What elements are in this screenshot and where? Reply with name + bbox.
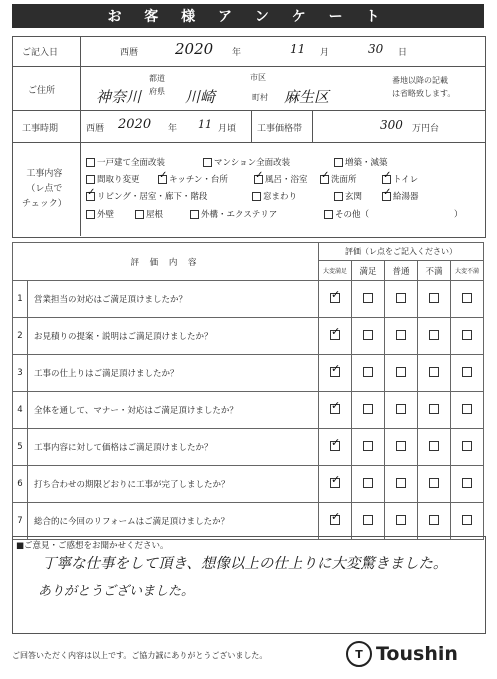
content-option-label: 風呂・浴室 bbox=[265, 175, 308, 185]
rating-checkbox[interactable] bbox=[429, 293, 439, 303]
content-option-label: トイレ bbox=[393, 175, 419, 185]
checkbox[interactable] bbox=[382, 175, 391, 184]
rating-checkbox[interactable] bbox=[429, 330, 439, 340]
rating-checkbox[interactable] bbox=[429, 367, 439, 377]
eval-rating-cell[interactable] bbox=[385, 355, 418, 392]
checkbox[interactable] bbox=[382, 192, 391, 201]
eval-rating-cell[interactable] bbox=[319, 392, 352, 429]
rating-checkbox[interactable] bbox=[330, 293, 340, 303]
address-ward: 麻生区 bbox=[284, 88, 330, 106]
eval-rating-cell[interactable] bbox=[385, 318, 418, 355]
company-logo bbox=[346, 641, 458, 667]
period-era: 西暦 bbox=[86, 124, 105, 134]
eval-row-number: 2 bbox=[13, 318, 28, 355]
divider bbox=[251, 110, 252, 142]
price-label: 工事価格帯 bbox=[257, 124, 303, 134]
eval-rating-cell[interactable] bbox=[418, 429, 451, 466]
rating-checkbox[interactable] bbox=[396, 441, 406, 451]
comment-line-2: ありがとうございました。 bbox=[38, 584, 195, 599]
content-option[interactable] bbox=[334, 156, 388, 168]
divider bbox=[12, 110, 485, 111]
checkbox[interactable] bbox=[86, 210, 95, 219]
rating-checkbox[interactable] bbox=[462, 293, 472, 303]
content-option[interactable] bbox=[334, 190, 362, 202]
checkbox[interactable] bbox=[254, 175, 263, 184]
content-option[interactable] bbox=[135, 208, 163, 220]
eval-question: 工事の仕上りはご満足頂けましたか？ bbox=[28, 355, 319, 392]
eval-rating-cell[interactable] bbox=[385, 503, 418, 540]
content-option-label: 屋根 bbox=[146, 210, 164, 220]
content-option[interactable] bbox=[86, 173, 140, 185]
rating-checkbox[interactable] bbox=[429, 404, 439, 414]
evaluation-table bbox=[12, 242, 484, 540]
date-year-unit: 年 bbox=[232, 48, 242, 58]
eval-rating-cell[interactable] bbox=[418, 318, 451, 355]
rating-checkbox[interactable] bbox=[363, 515, 373, 525]
eval-rating-cell[interactable] bbox=[352, 429, 385, 466]
checkbox[interactable] bbox=[203, 158, 212, 167]
rating-checkbox[interactable] bbox=[396, 330, 406, 340]
period-label: 工事時期 bbox=[22, 124, 59, 134]
eval-row-number: 4 bbox=[13, 392, 28, 429]
eval-column-header: 満足 bbox=[352, 261, 385, 281]
divider bbox=[312, 110, 313, 142]
eval-row-number: 5 bbox=[13, 429, 28, 466]
eval-rating-cell[interactable] bbox=[418, 466, 451, 503]
content-option[interactable] bbox=[86, 208, 114, 220]
survey-title: お 客 様 ア ン ケ ー ト bbox=[12, 4, 484, 28]
content-label: 工事内容 （レ点で チェック） bbox=[22, 169, 67, 209]
eval-rating-cell[interactable] bbox=[451, 318, 484, 355]
eval-rating-cell[interactable] bbox=[319, 318, 352, 355]
date-label: ご記入日 bbox=[22, 48, 59, 58]
eval-column-header: 不満 bbox=[418, 261, 451, 281]
eval-rating-cell[interactable] bbox=[352, 281, 385, 318]
eval-rating-cell[interactable] bbox=[385, 392, 418, 429]
content-option[interactable] bbox=[382, 190, 419, 202]
date-day-unit: 日 bbox=[398, 48, 408, 58]
rating-checkbox[interactable] bbox=[363, 404, 373, 414]
content-option[interactable] bbox=[254, 173, 308, 185]
address-pref-unit: 都道 府県 bbox=[149, 74, 165, 96]
checkbox[interactable] bbox=[334, 158, 343, 167]
eval-row bbox=[13, 355, 484, 392]
content-option-label: 洗面所 bbox=[331, 175, 357, 185]
eval-row-number: 6 bbox=[13, 466, 28, 503]
eval-question: 打ち合わせの期限どおりに工事が完了しましたか？ bbox=[28, 466, 319, 503]
eval-rating-cell[interactable] bbox=[451, 392, 484, 429]
rating-checkbox[interactable] bbox=[396, 515, 406, 525]
eval-row bbox=[13, 503, 484, 540]
checkbox[interactable] bbox=[86, 175, 95, 184]
period-year-unit: 年 bbox=[168, 124, 178, 134]
rating-checkbox[interactable] bbox=[462, 330, 472, 340]
checkbox[interactable] bbox=[334, 192, 343, 201]
content-option[interactable] bbox=[252, 190, 297, 202]
rating-checkbox[interactable] bbox=[396, 293, 406, 303]
eval-rating-cell[interactable] bbox=[319, 466, 352, 503]
rating-checkbox[interactable] bbox=[429, 441, 439, 451]
rating-checkbox[interactable] bbox=[330, 441, 340, 451]
rating-checkbox[interactable] bbox=[462, 404, 472, 414]
comment-line-1: 丁寧な仕事をして頂き、想像以上の仕上りに大変驚きました。 bbox=[42, 556, 448, 572]
content-option-label: 増築・減築 bbox=[345, 158, 388, 168]
divider bbox=[12, 66, 485, 67]
date-month: 11 bbox=[290, 42, 306, 56]
rating-checkbox[interactable] bbox=[462, 367, 472, 377]
eval-column-header: 大変不満 bbox=[451, 261, 484, 281]
checkbox[interactable] bbox=[324, 210, 333, 219]
eval-rating-cell[interactable] bbox=[451, 466, 484, 503]
eval-rating-cell[interactable] bbox=[352, 466, 385, 503]
eval-row-number: 1 bbox=[13, 281, 28, 318]
content-option-label: 窓まわり bbox=[263, 192, 298, 202]
date-era: 西暦 bbox=[120, 48, 139, 58]
content-option-label: 給湯器 bbox=[393, 192, 419, 202]
eval-rating-cell[interactable] bbox=[352, 318, 385, 355]
eval-row bbox=[13, 392, 484, 429]
eval-row bbox=[13, 318, 484, 355]
eval-question: お見積りの提案・説明はご満足頂けましたか？ bbox=[28, 318, 319, 355]
content-option-label: 一戸建て全面改装 bbox=[97, 158, 166, 168]
date-month-unit: 月 bbox=[320, 48, 330, 58]
rating-checkbox[interactable] bbox=[330, 404, 340, 414]
eval-rating-cell[interactable] bbox=[451, 429, 484, 466]
eval-row bbox=[13, 429, 484, 466]
checkbox[interactable] bbox=[252, 192, 261, 201]
content-option-label: マンション全面改装 bbox=[214, 158, 291, 168]
rating-checkbox[interactable] bbox=[363, 330, 373, 340]
content-option-label: リビング・居室・廊下・階段 bbox=[97, 192, 208, 202]
address-city: 川崎 bbox=[185, 88, 216, 106]
divider bbox=[12, 142, 485, 143]
rating-checkbox[interactable] bbox=[363, 441, 373, 451]
eval-rating-cell[interactable] bbox=[385, 281, 418, 318]
period-month: 11 bbox=[198, 118, 212, 131]
address-note: 番地以降の記載 は省略致します。 bbox=[392, 76, 456, 98]
rating-checkbox[interactable] bbox=[330, 330, 340, 340]
content-option-label: 外構・エクステリア bbox=[201, 210, 278, 220]
eval-column-header: 大変満足 bbox=[319, 261, 352, 281]
eval-rating-cell[interactable] bbox=[418, 281, 451, 318]
rating-checkbox[interactable] bbox=[330, 515, 340, 525]
eval-content-header: 評 価 内 容 bbox=[13, 243, 319, 281]
eval-rating-cell[interactable] bbox=[319, 503, 352, 540]
rating-checkbox[interactable] bbox=[330, 478, 340, 488]
rating-checkbox[interactable] bbox=[429, 515, 439, 525]
content-option-label: 外壁 bbox=[97, 210, 115, 220]
eval-row-number: 7 bbox=[13, 503, 28, 540]
eval-rating-cell[interactable] bbox=[385, 466, 418, 503]
period-year: 2020 bbox=[118, 117, 152, 132]
rating-checkbox[interactable] bbox=[462, 515, 472, 525]
eval-question: 営業担当の対応はご満足頂けましたか？ bbox=[28, 281, 319, 318]
eval-rating-cell[interactable] bbox=[319, 281, 352, 318]
price-unit: 万円台 bbox=[412, 124, 440, 134]
eval-rating-cell[interactable] bbox=[352, 503, 385, 540]
eval-rating-cell[interactable] bbox=[418, 355, 451, 392]
footer-text: ご回答いただく内容は以上です。ご協力誠にありがとうございました。 bbox=[12, 651, 268, 660]
checkbox[interactable] bbox=[86, 192, 95, 201]
date-day: 30 bbox=[368, 42, 384, 56]
comment-label: ■ご意見・ご感想をお聞かせください。 bbox=[16, 541, 169, 551]
eval-question: 総合的に今回のリフォームはご満足頂けましたか？ bbox=[28, 503, 319, 540]
content-option[interactable] bbox=[86, 156, 165, 168]
period-month-unit: 月頃 bbox=[218, 124, 237, 134]
divider bbox=[80, 36, 81, 236]
eval-rating-cell[interactable] bbox=[451, 355, 484, 392]
checkbox[interactable] bbox=[158, 175, 167, 184]
rating-checkbox[interactable] bbox=[330, 367, 340, 377]
content-option[interactable] bbox=[382, 173, 418, 185]
eval-body bbox=[13, 281, 484, 540]
eval-column-header: 普通 bbox=[385, 261, 418, 281]
content-option[interactable] bbox=[320, 173, 357, 185]
checkbox[interactable] bbox=[190, 210, 199, 219]
eval-rating-header: 評価（レ点をご記入ください） bbox=[319, 243, 484, 261]
eval-rating-cell[interactable] bbox=[418, 392, 451, 429]
other-close: ） bbox=[454, 210, 463, 220]
checkbox[interactable] bbox=[86, 158, 95, 167]
date-year: 2020 bbox=[175, 40, 214, 58]
content-option[interactable] bbox=[86, 190, 207, 202]
content-option-label: その他（ bbox=[335, 210, 370, 220]
content-option[interactable] bbox=[158, 173, 228, 185]
rating-checkbox[interactable] bbox=[462, 478, 472, 488]
address-town-unit: 町村 bbox=[252, 93, 268, 102]
eval-rating-cell[interactable] bbox=[352, 355, 385, 392]
rating-checkbox[interactable] bbox=[429, 478, 439, 488]
eval-rating-cell[interactable] bbox=[385, 429, 418, 466]
rating-checkbox[interactable] bbox=[363, 293, 373, 303]
eval-rating-cell[interactable] bbox=[352, 392, 385, 429]
checkbox[interactable] bbox=[135, 210, 144, 219]
eval-row bbox=[13, 466, 484, 503]
rating-checkbox[interactable] bbox=[396, 478, 406, 488]
content-option-label: 玄関 bbox=[345, 192, 363, 202]
eval-rating-cell[interactable] bbox=[319, 429, 352, 466]
address-prefecture: 神奈川 bbox=[96, 88, 142, 106]
address-city-unit: 市区 bbox=[250, 73, 266, 82]
eval-question: 工事内容に対して価格はご満足頂けましたか？ bbox=[28, 429, 319, 466]
rating-checkbox[interactable] bbox=[396, 404, 406, 414]
eval-rating-cell[interactable] bbox=[451, 281, 484, 318]
eval-row bbox=[13, 281, 484, 318]
price-value: 300 bbox=[380, 118, 403, 132]
rating-checkbox[interactable] bbox=[396, 367, 406, 377]
rating-checkbox[interactable] bbox=[462, 441, 472, 451]
address-label: ご住所 bbox=[28, 86, 56, 96]
rating-checkbox[interactable] bbox=[363, 478, 373, 488]
content-option-label: 間取り変更 bbox=[97, 175, 140, 185]
checkbox[interactable] bbox=[320, 175, 329, 184]
content-option[interactable] bbox=[324, 208, 369, 220]
content-option-label: キッチン・台所 bbox=[169, 175, 228, 185]
logo-text: Toushin bbox=[376, 643, 458, 665]
logo-mark-icon: T bbox=[346, 641, 372, 667]
eval-rating-cell[interactable] bbox=[451, 503, 484, 540]
eval-rating-cell[interactable] bbox=[418, 503, 451, 540]
content-option[interactable] bbox=[190, 208, 277, 220]
eval-row-number: 3 bbox=[13, 355, 28, 392]
eval-rating-cell[interactable] bbox=[319, 355, 352, 392]
eval-question: 全体を通して、マナー・対応はご満足頂けましたか？ bbox=[28, 392, 319, 429]
rating-checkbox[interactable] bbox=[363, 367, 373, 377]
content-option[interactable] bbox=[203, 156, 290, 168]
